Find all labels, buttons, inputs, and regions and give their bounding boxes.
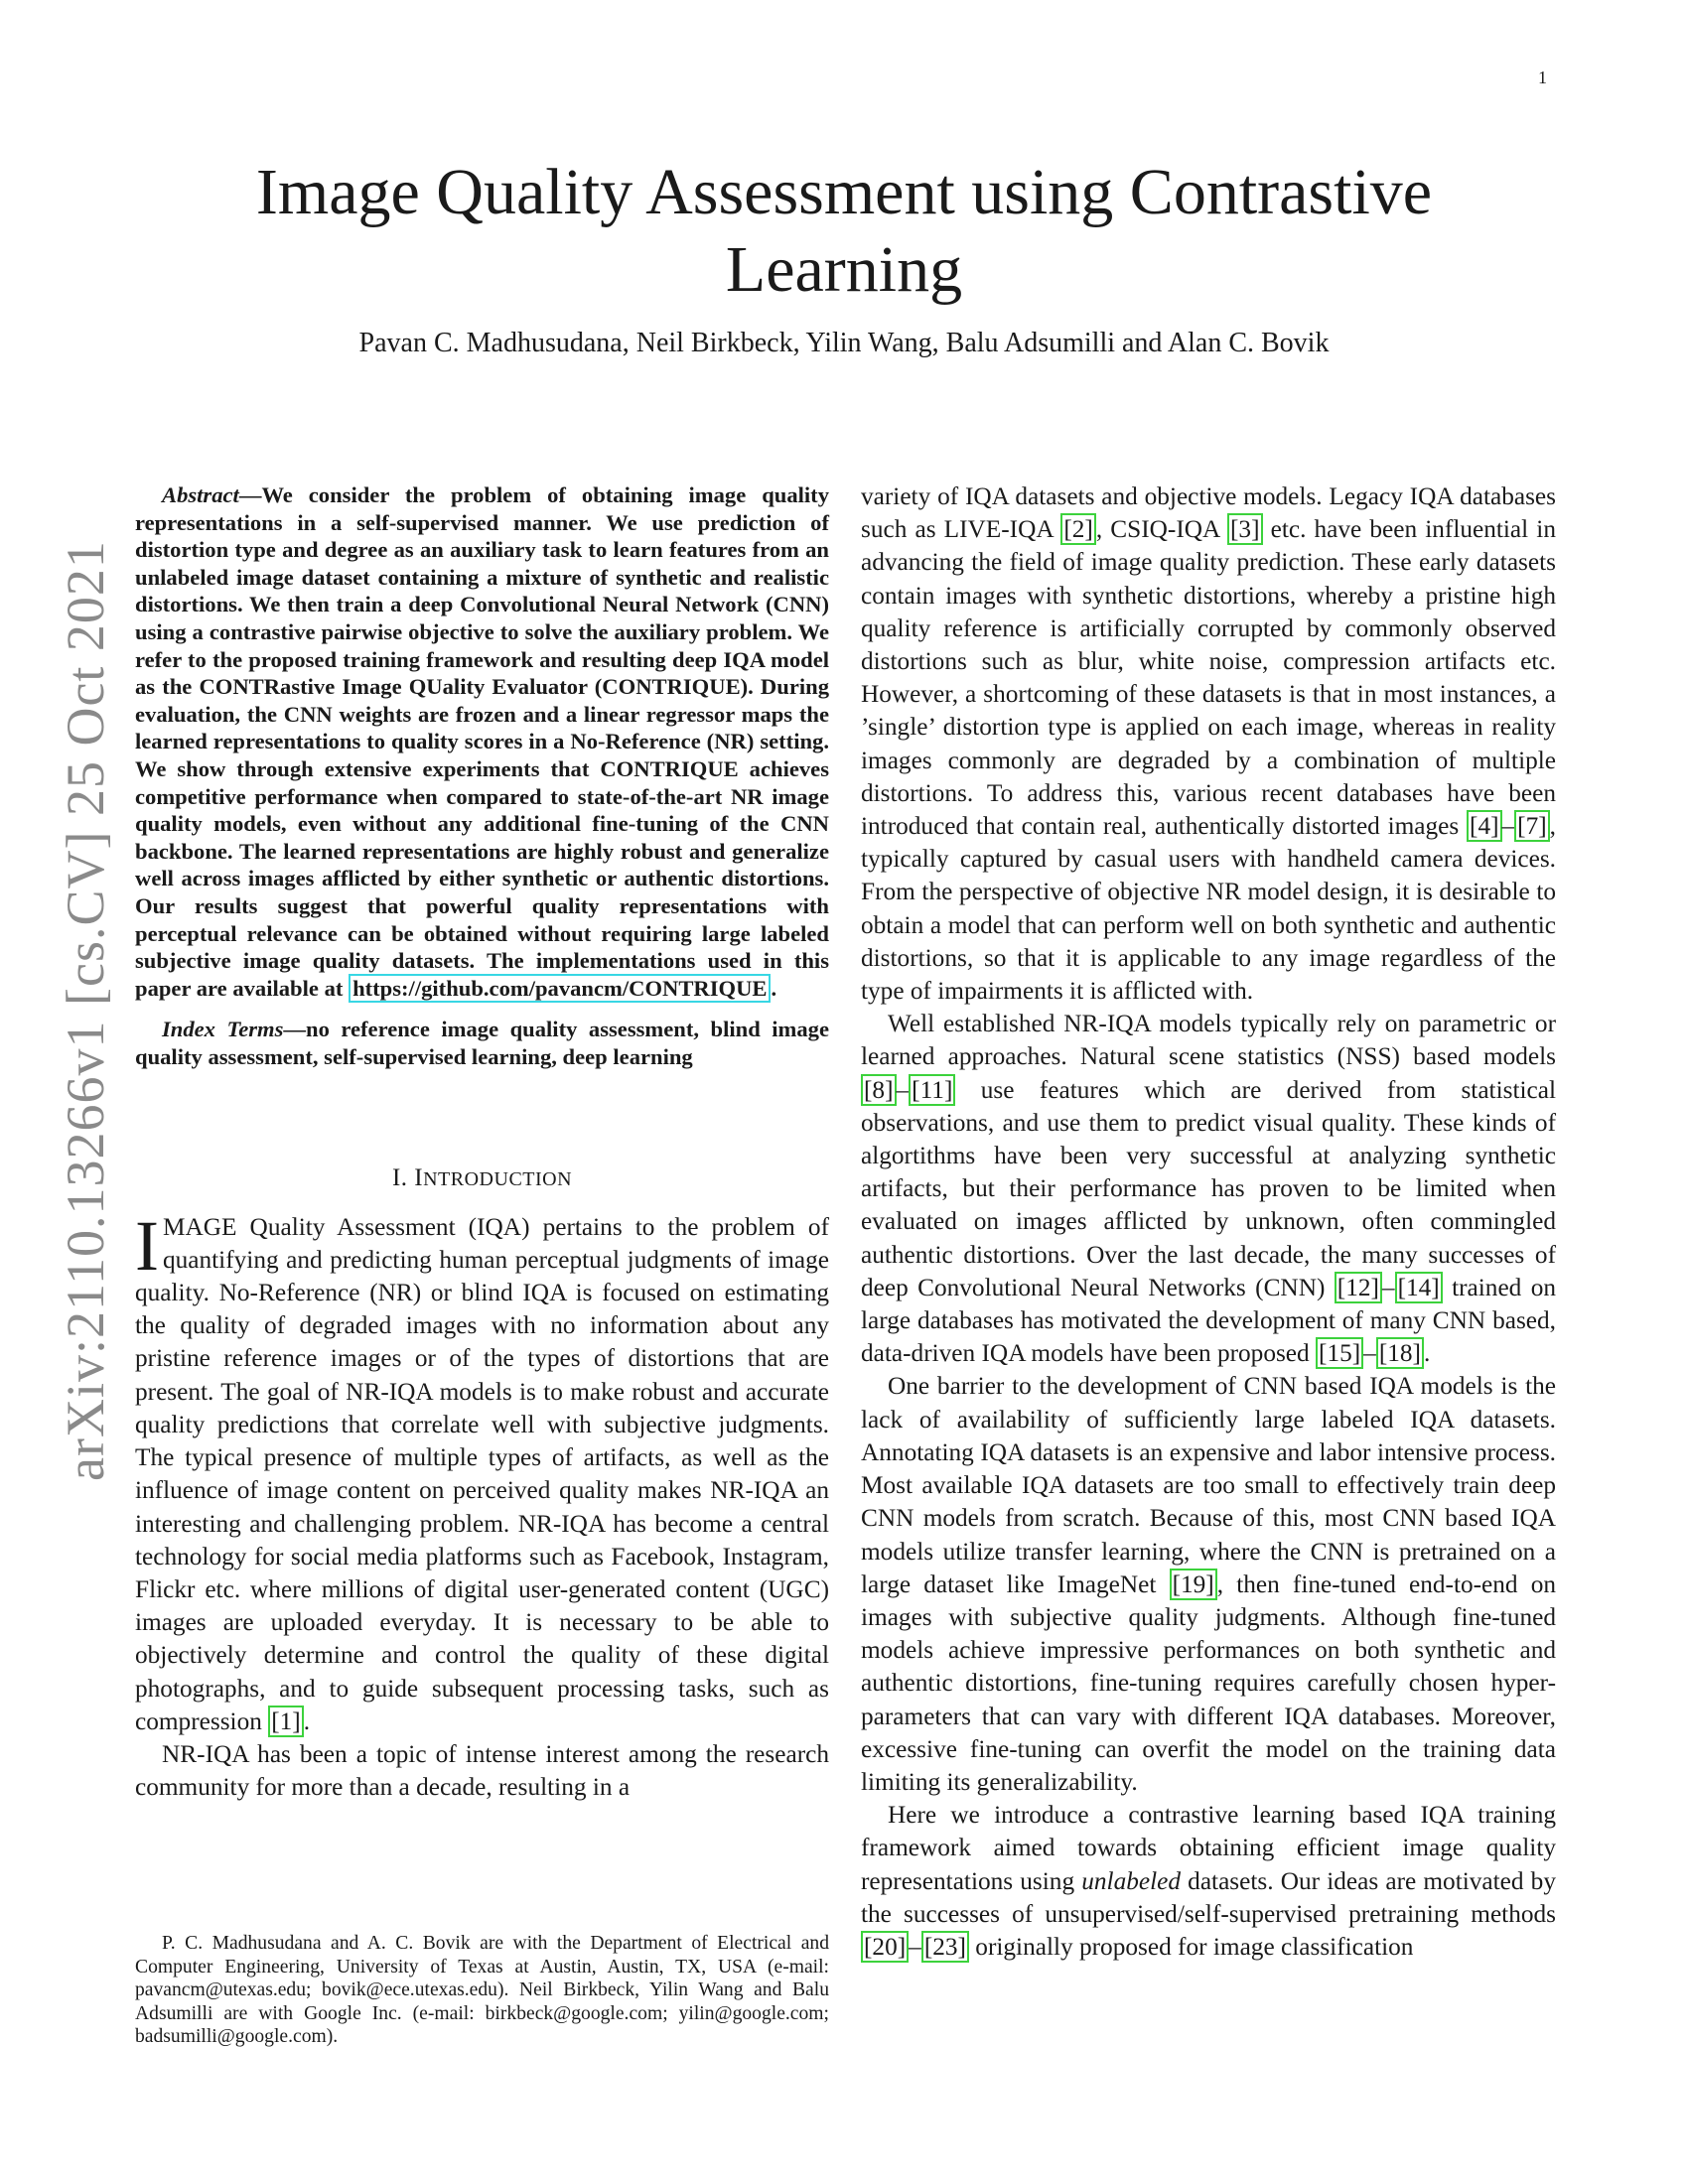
text-span: One barrier to the development of CNN based IQA models is the lack of availability of sufficiently large labeled IQA datasets. Annotating IQA datasets is an expensive and labor intensive process. Most available IQA datasets are too small to effectively train deep CNN models from scratch. Because of this, most CNN based IQA models utilize transfer learning, where the CNN is pretrained on a large dataset like ImageNet <box>861 1372 1556 1598</box>
intro-paragraph-1 <box>135 1205 829 1738</box>
right-paragraph-4 <box>861 1799 1556 1964</box>
abstract-text: —We consider the problem of obtaining image quality representations in a self-supervised manner. We use prediction of distortion type and degree as an auxiliary task to learn features from an unlabeled image dataset containing a mixture of synthetic and realistic distortions. We then train a deep Convolutional Neural Network (CNN) using a contrastive pairwise objective to solve the auxiliary problem. We refer to the proposed training framework and resulting deep IQA model as the CONTRastive Image QUality Evaluator (CONTRIQUE). During evaluation, the CNN weights are frozen and a linear regressor maps the learned representations to quality scores in a No-Reference (NR) setting. We show through extensive experiments that CONTRIQUE achieves competitive performance when compared to state-of-the-art NR image quality models, even without any additional fine-tuning of the CNN backbone. The learned representations are highly robust and generalize well across images afflicted by either synthetic or authentic distortions. Our results suggest that powerful quality representations with perceptual relevance can be obtained without requiring large labeled subjective image quality datasets. The implementations used in this paper are available at <box>135 482 829 1001</box>
citation-link[interactable]: [19] <box>1170 1569 1217 1600</box>
abstract-end: . <box>771 975 777 1001</box>
text-span: originally proposed for image classification <box>968 1932 1414 1961</box>
section-first-letter: I <box>414 1164 424 1192</box>
text-span: – <box>1501 812 1515 841</box>
text-span: Well established NR-IQA models typically rely on parametric or learned approaches. Natural scene statistics (NSS) based models <box>861 1010 1556 1071</box>
citation-link[interactable]: [14] <box>1395 1272 1443 1303</box>
section-number: I. <box>391 1164 415 1192</box>
right-column <box>861 480 1556 1964</box>
text-span: , then fine-tuned end-to-end on images with subjective quality judgments. Although fine-tuned models achieve impressive performances on both synthetic and authentic distortions, fine-tuning requires carefully chosen hyper-parameters that can vary with different IQA databases. Moreover, excessive fine-tuning can overfit the model on the training data limiting its generalizability. <box>861 1570 1557 1796</box>
paper-authors: Pavan C. Madhusudana, Neil Birkbeck, Yilin Wang, Balu Adsumilli and Alan C. Bovik <box>358 328 1330 358</box>
abstract-label: Abstract <box>162 482 239 507</box>
text-span: – <box>909 1932 921 1961</box>
text-span: Here we introduce a contrastive learning based IQA training framework aimed towards obtaining efficient image quality representations using <box>861 1801 1556 1895</box>
right-paragraph-3 <box>861 1370 1556 1799</box>
left-column <box>135 481 829 1804</box>
citation-link[interactable]: [20] <box>861 1931 909 1963</box>
paper-title: Image Quality Assessment using Contrastive Learning <box>255 156 1433 306</box>
citation-link[interactable]: [2] <box>1060 513 1096 545</box>
citation-link[interactable]: [1] <box>268 1706 304 1737</box>
text-span: – <box>896 1075 910 1104</box>
emphasis-unlabeled: unlabeled <box>1081 1866 1182 1895</box>
abstract <box>135 481 829 1002</box>
text-span: – <box>1381 1273 1395 1301</box>
section-title-rest: NTRODUCTION <box>423 1168 573 1191</box>
citation-link[interactable]: [23] <box>921 1931 969 1963</box>
citation-link[interactable]: [15] <box>1316 1337 1363 1369</box>
text-span: datasets. Our ideas are motivated by the successes of unsupervised/self-supervised pretraining methods <box>861 1866 1556 1928</box>
arxiv-identifier-stamp[interactable]: arXiv:2110.13266v1 [cs.CV] 25 Oct 2021 <box>56 540 115 1481</box>
intro-p1-text: MAGE Quality Assessment (IQA) pertains to the problem of quantifying and predicting human perceptual judgments of image quality. No-Reference (NR) or blind IQA is focused on estimating the quality of degraded images with no information about any pristine reference images or of the types of distortions that are present. The goal of NR-IQA models is to make robust and accurate quality predictions that correlate well with subjective judgments. The typical presence of multiple types of artifacts, as well as the influence of image content on perceived quality makes NR-IQA an interesting and challenging problem. NR-IQA has become a central technology for social media platforms such as Facebook, Instagram, Flickr etc. where millions of digital user-generated content (UGC) images are uploaded everyday. It is necessary to be able to objectively determine and control the quality of these digital photographs, and to guide subsequent processing tasks, such as compression <box>135 1212 829 1735</box>
citation-link[interactable]: [7] <box>1514 810 1550 842</box>
citation-link[interactable]: [11] <box>909 1074 955 1106</box>
code-repository-link[interactable]: https://github.com/pavancm/CONTRIQUE <box>349 974 771 1003</box>
right-paragraph-2 <box>861 1008 1556 1370</box>
text-span: variety of IQA datasets and objective models. Legacy IQA databases such as LIVE-IQA <box>861 482 1556 544</box>
intro-p1-end: . <box>303 1706 311 1735</box>
index-terms-label: Index Terms <box>162 1017 284 1042</box>
text-span: trained on large databases has motivated the development of many CNN based, data-driven IQA models have been proposed <box>861 1273 1556 1368</box>
text-span: , typically captured by casual users with handheld camera devices. From the perspective of objective NR model design, it is desirable to obtain a model that can perform well on both synthetic and authentic distortions, so that it is applicable to any image regardless of the type of impairments it is afflicted with. <box>861 812 1556 1006</box>
citation-link[interactable]: [8] <box>861 1074 897 1106</box>
section-heading-introduction <box>135 1161 829 1196</box>
citation-link[interactable]: [3] <box>1227 513 1263 545</box>
author-affiliation-footnote: P. C. Madhusudana and A. C. Bovik are with the Department of Electrical and Computer Engineering, University of Texas at Austin, Austin, TX, USA (e-mail: pavancm@utexas.edu; bovik@ece.utexas.edu). Neil Birkbeck, Yilin Wang and Balu Adsumilli are with Google Inc. (e-mail: birkbeck@google.com; yilin@google.com; badsumilli@google.com). <box>135 1933 829 2048</box>
text-span: . <box>1423 1339 1431 1368</box>
drop-cap: I <box>135 1205 159 1286</box>
index-terms-text: —no reference image quality assessment, blind image quality assessment, self-supervised learning, deep learning <box>135 1017 829 1069</box>
citation-link[interactable]: [4] <box>1467 810 1502 842</box>
text-span: – <box>1363 1339 1376 1368</box>
text-span: , CSIQ-IQA <box>1095 515 1227 544</box>
intro-paragraph-2: NR-IQA has been a topic of intense interest among the research community for more than a decade, resulting in a <box>135 1739 829 1802</box>
text-span: etc. have been influential in advancing the field of image quality prediction. These early datasets contain images with synthetic distortions, whereby a pristine high quality reference is artificially corrupted by commonly observed distortions such as blur, white noise, compression artifacts etc. However, a shortcoming of these datasets is that in most instances, a ’single’ distortion type is applied on each image, whereas in reality images commonly are degraded by a combination of multiple distortions. To address this, various recent databases have been introduced that contain real, authentically distorted images <box>861 515 1556 841</box>
index-terms <box>135 1016 829 1070</box>
right-paragraph-1 <box>861 480 1556 1008</box>
citation-link[interactable]: [12] <box>1335 1272 1382 1303</box>
citation-link[interactable]: [18] <box>1376 1337 1424 1369</box>
text-span: use features which are derived from statistical observations, and use them to predict visual quality. These kinds of algortithms have been very successful at analyzing synthetic artifacts, but their performance has proven to be limited when evaluated on images afflicted by unknown, often commingled authentic distortions. Over the last decade, the many successes of deep Convolutional Neural Networks (CNN) <box>861 1075 1556 1301</box>
page-number: 1 <box>1538 68 1547 87</box>
